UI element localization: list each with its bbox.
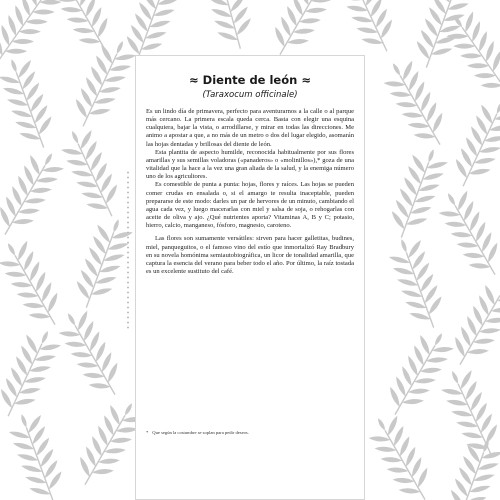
leaf-sprig xyxy=(330,0,405,59)
leaf-shape xyxy=(433,332,443,346)
leaf-shape xyxy=(78,37,100,44)
leaf-shape xyxy=(5,49,27,54)
leaf-shape xyxy=(82,372,104,379)
leaf-shape xyxy=(10,59,19,74)
leaf-shape xyxy=(207,0,229,8)
leaf-shape xyxy=(446,192,456,206)
leaf-sprig xyxy=(51,304,132,405)
leaf-shape xyxy=(66,312,76,326)
leaf-shape xyxy=(115,40,125,54)
page-title xyxy=(136,73,364,87)
leaf-shape xyxy=(380,456,402,463)
leaf-sprig xyxy=(41,0,122,59)
leaf-shape xyxy=(444,221,466,228)
leaf-shape xyxy=(104,447,126,454)
leaf-shape xyxy=(398,487,420,494)
footnote xyxy=(146,430,354,436)
leaf-shape xyxy=(66,17,88,24)
leaf-shape xyxy=(157,0,180,7)
leaf-shape xyxy=(392,477,414,484)
leaf-shape xyxy=(20,414,29,429)
dotted-margin-line xyxy=(127,170,129,330)
leaf-shape xyxy=(4,271,26,278)
leaf-shape xyxy=(64,341,86,348)
leaf-sprig xyxy=(445,93,500,195)
paragraph-3: Es comestible de punta a punta: hojas, flores y raíces. Las hojas se pueden comer crudas en ensalada o, si el amargo te resulta inaceptable, pueden prepararse de este modo: darles un par de hervores de un minuto, cambiando el agua cada vez, y luego macerarlas con miel y salsa de soja, o rehogarlas con aceite de oliva y ajo. ¿Qué nutrientes aporta? Vitaminas A, B y C; potasio, hierro, calcio, manganeso, fósforo, magnesio, caroteno. xyxy=(146,181,354,230)
leaf-sprig xyxy=(65,33,140,135)
title-text: Diente de león xyxy=(202,73,298,87)
footnote-text: Que según la costumbre se soplan para pedir deseos. xyxy=(152,430,249,435)
leaf-shape xyxy=(26,19,48,24)
leaf-sprig xyxy=(361,409,442,500)
leaf-shape xyxy=(467,348,489,355)
leaf-shape xyxy=(402,398,424,405)
leaf-shape xyxy=(495,100,500,114)
leaf-sprig xyxy=(378,324,459,425)
leaf-shape xyxy=(400,239,409,254)
leaf-shape xyxy=(98,458,120,465)
leaf-shape xyxy=(450,231,472,238)
leaf-shape xyxy=(22,302,44,309)
leaf-shape xyxy=(383,80,405,87)
leaf-shape xyxy=(450,370,460,384)
leaf-shape xyxy=(456,242,478,249)
leaf-shape xyxy=(293,28,315,35)
leaf-shape xyxy=(386,467,408,474)
leaf-shape xyxy=(368,435,390,442)
leaf-shape xyxy=(12,39,34,44)
leaf-shape xyxy=(484,40,496,62)
leaf-shape xyxy=(60,6,82,13)
leaf-shape xyxy=(408,388,430,395)
leaf-shape xyxy=(88,382,110,389)
leaf-shape xyxy=(376,417,386,431)
leaf-shape xyxy=(467,63,489,68)
leaf-shape xyxy=(70,351,92,358)
leaf-shape xyxy=(13,4,25,26)
leaf-shape xyxy=(460,53,482,58)
leaf-shape xyxy=(477,30,489,52)
leaf-shape xyxy=(468,262,490,269)
leaf-sprig xyxy=(0,234,72,335)
leaf-sprig xyxy=(443,274,500,375)
leaf-sprig xyxy=(408,0,477,74)
leaf-shape xyxy=(6,242,16,256)
leaf-shape xyxy=(58,330,80,337)
leaf-shape xyxy=(311,0,333,3)
leaf-sprig xyxy=(0,144,69,245)
paragraph-4: Las flores son sumamente versátiles: sirven para hacer galletitas, budines, miel, panqueguitos, o el famoso vino del estío que inmortalizó Ray Bradbury en su novela homónima semiautobiográfica, un licor de tonalidad amarilla, que captura la esencia del verano para beber todo el año. Por último, la raíz tostada es un excelente sustituto del café. xyxy=(146,235,354,275)
leaf-sprig xyxy=(431,184,500,285)
leaf-shape xyxy=(40,330,50,344)
leaf-shape xyxy=(427,149,436,164)
leaf-shape xyxy=(463,11,475,33)
leaf-shape xyxy=(28,312,50,319)
leaf-shape xyxy=(414,377,436,384)
leaf-shape xyxy=(40,0,62,5)
leaf-sprig xyxy=(55,123,130,225)
leaf-shape xyxy=(70,130,80,144)
leaf-shape xyxy=(470,20,482,42)
leaf-shape xyxy=(112,219,121,234)
leaf-shape xyxy=(374,446,396,453)
leaf-sprig xyxy=(383,233,452,335)
leaf-shape xyxy=(473,338,495,345)
leaf-shape xyxy=(43,152,53,166)
leaf-shape xyxy=(110,437,132,444)
leaf-shape xyxy=(305,7,327,14)
leaf-shape xyxy=(395,101,417,108)
footnote-mark: * xyxy=(146,430,149,435)
title-ornament-right: ≈ xyxy=(301,73,311,87)
leaf-shape xyxy=(420,367,442,374)
leaf-shape xyxy=(391,62,401,76)
leaf-shape xyxy=(123,402,133,416)
text-panel xyxy=(135,55,365,500)
leaf-stem xyxy=(136,0,163,63)
leaf-shape xyxy=(481,83,500,88)
leaf-shape xyxy=(33,9,55,14)
scientific-name: (Taraxocum officinale) xyxy=(202,90,298,100)
leaf-shape xyxy=(432,346,454,353)
leaf-shape xyxy=(76,362,98,369)
leaf-shape xyxy=(92,468,114,475)
leaf-shape xyxy=(341,0,364,2)
leaf-sprig xyxy=(0,53,62,155)
leaf-sprig xyxy=(0,0,67,74)
leaf-shape xyxy=(6,14,18,36)
article-body xyxy=(146,108,354,276)
leaf-shape xyxy=(0,260,21,267)
leaf-shape xyxy=(18,208,40,215)
leaf-sprig xyxy=(383,143,452,245)
leaf-shape xyxy=(19,29,41,34)
leaf-shape xyxy=(401,112,423,119)
leaf-shape xyxy=(407,122,429,129)
leaf-shape xyxy=(36,177,58,184)
leaf-shape xyxy=(299,17,321,24)
leaf-sprig xyxy=(0,323,65,425)
leaf-shape xyxy=(389,91,411,98)
leaf-shape xyxy=(16,292,38,299)
leaf-shape xyxy=(413,132,435,139)
title-ornament-left: ≈ xyxy=(189,73,199,87)
leaf-shape xyxy=(42,166,64,173)
leaf-shape xyxy=(12,218,34,225)
leaf-shape xyxy=(30,187,52,194)
leaf-sprig xyxy=(3,408,72,500)
leaf-shape xyxy=(438,210,460,217)
paragraph-2: Esta plantita de aspecto humilde, reconocida habitualmente por sus flores amarillas y sus semillas voladoras («panaderos» o «molinillos»),* goza de una vitalidad que la hace a la vez una gran aliada de la salud, y la enemiga número uno de los agricultores. xyxy=(146,148,354,181)
leaf-shape xyxy=(462,252,484,259)
leaf-stem xyxy=(456,452,483,500)
leaf-sprig xyxy=(438,433,500,500)
leaf-shape xyxy=(453,44,475,49)
leaf-stem xyxy=(462,27,500,93)
leaf-shape xyxy=(426,357,448,364)
leaf-shape xyxy=(474,73,496,78)
leaf-sprig xyxy=(435,363,500,465)
leaf-shape xyxy=(24,197,46,204)
leaf-shape xyxy=(0,24,11,46)
leaf-sprig xyxy=(197,0,259,54)
leaf-shape xyxy=(10,281,32,288)
leaf-sprig xyxy=(376,54,457,155)
paragraph-1: Es un lindo día de primavera, perfecto para aventurarnos a la calle o al parque más cercano. La primera escala queda cerca. Basta con elegir una esquina cualquiera, bajar la vista, o arrodillarse, y mirar en todas las direcciones. Me animo a apostar a que, a no más de un metro o dos del lugar elegido, asomarán las hojas dentadas y brillosas del diente de león. xyxy=(146,108,354,148)
leaf-shape xyxy=(479,327,500,334)
leaf-shape xyxy=(287,38,309,45)
leaf-shape xyxy=(72,27,94,34)
